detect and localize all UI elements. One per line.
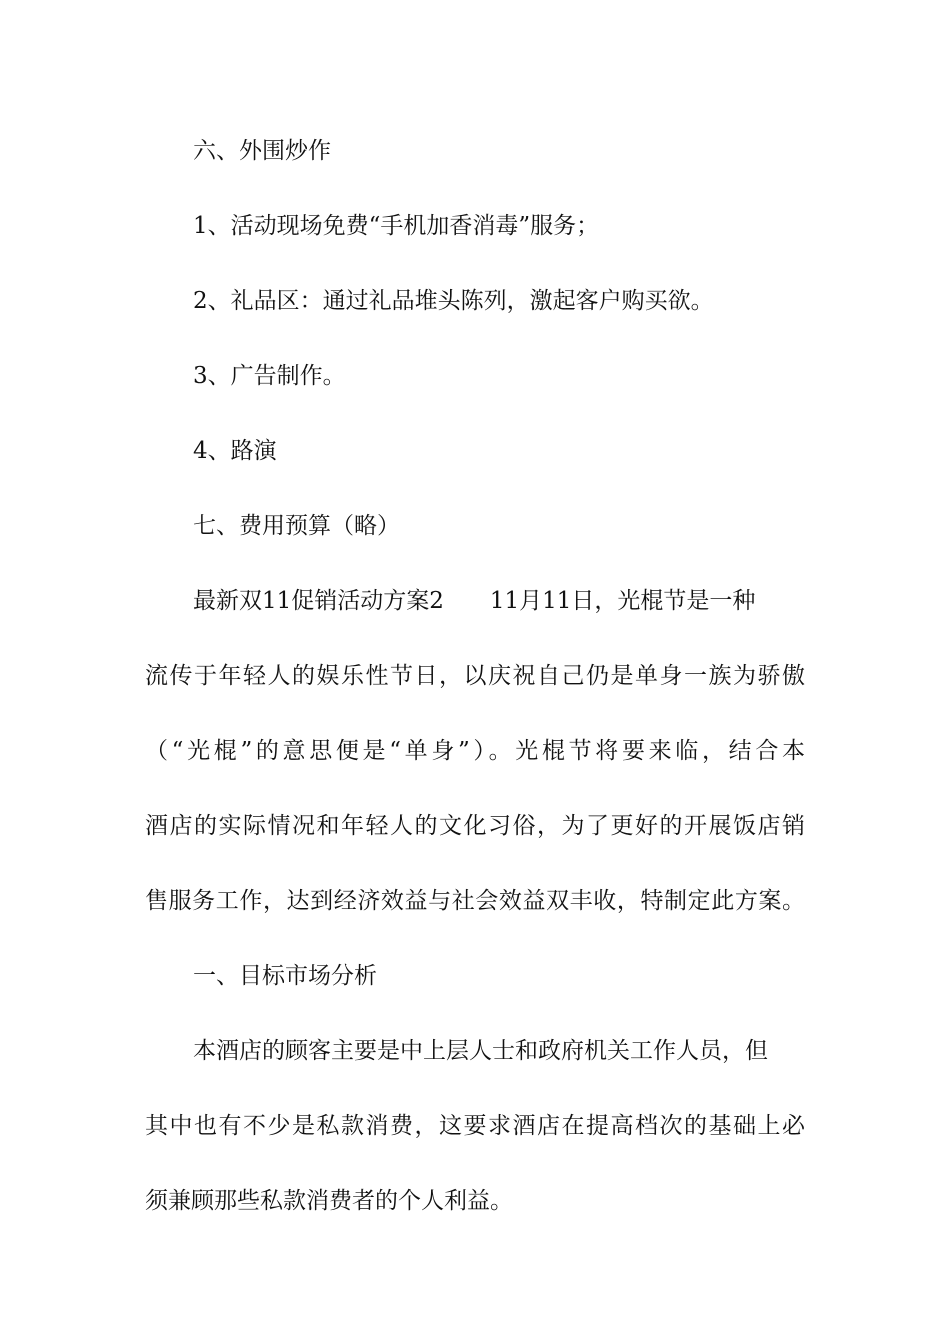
paragraph-line: 售服务工作，达到经济效益与社会效益双丰收，特制定此方案。: [145, 888, 805, 914]
paragraph-line: 其中也有不少是私款消费，这要求酒店在提高档次的基础上必: [145, 1113, 805, 1139]
list-item-1: 1、活动现场免费“手机加香消毒”服务；: [193, 213, 600, 239]
paragraph-line: 须兼顾那些私款消费者的个人利益。: [145, 1188, 513, 1214]
paragraph-line: 酒店的实际情况和年轻人的文化习俗，为了更好的开展饭店销: [145, 813, 805, 839]
section-heading-seven: 七、费用预算（略）: [193, 513, 400, 539]
list-item-4: 4、路演: [193, 438, 277, 464]
section-heading-one: 一、目标市场分析: [193, 963, 377, 989]
list-item-3: 3、广告制作。: [193, 363, 346, 389]
section-heading-six: 六、外围炒作: [193, 138, 331, 164]
paragraph-line: 流传于年轻人的娱乐性节日，以庆祝自己仍是单身一族为骄傲: [145, 663, 805, 689]
paragraph-line: 最新双11促销活动方案2 11月11日，光棍节是一种: [193, 588, 756, 614]
paragraph-line: 本酒店的顾客主要是中上层人士和政府机关工作人员，但: [193, 1038, 768, 1064]
paragraph-line: （“光棍”的意思便是“单身”）。光棍节将要来临，结合本: [145, 738, 805, 764]
list-item-2: 2、礼品区：通过礼品堆头陈列，激起客户购买欲。: [193, 288, 714, 314]
